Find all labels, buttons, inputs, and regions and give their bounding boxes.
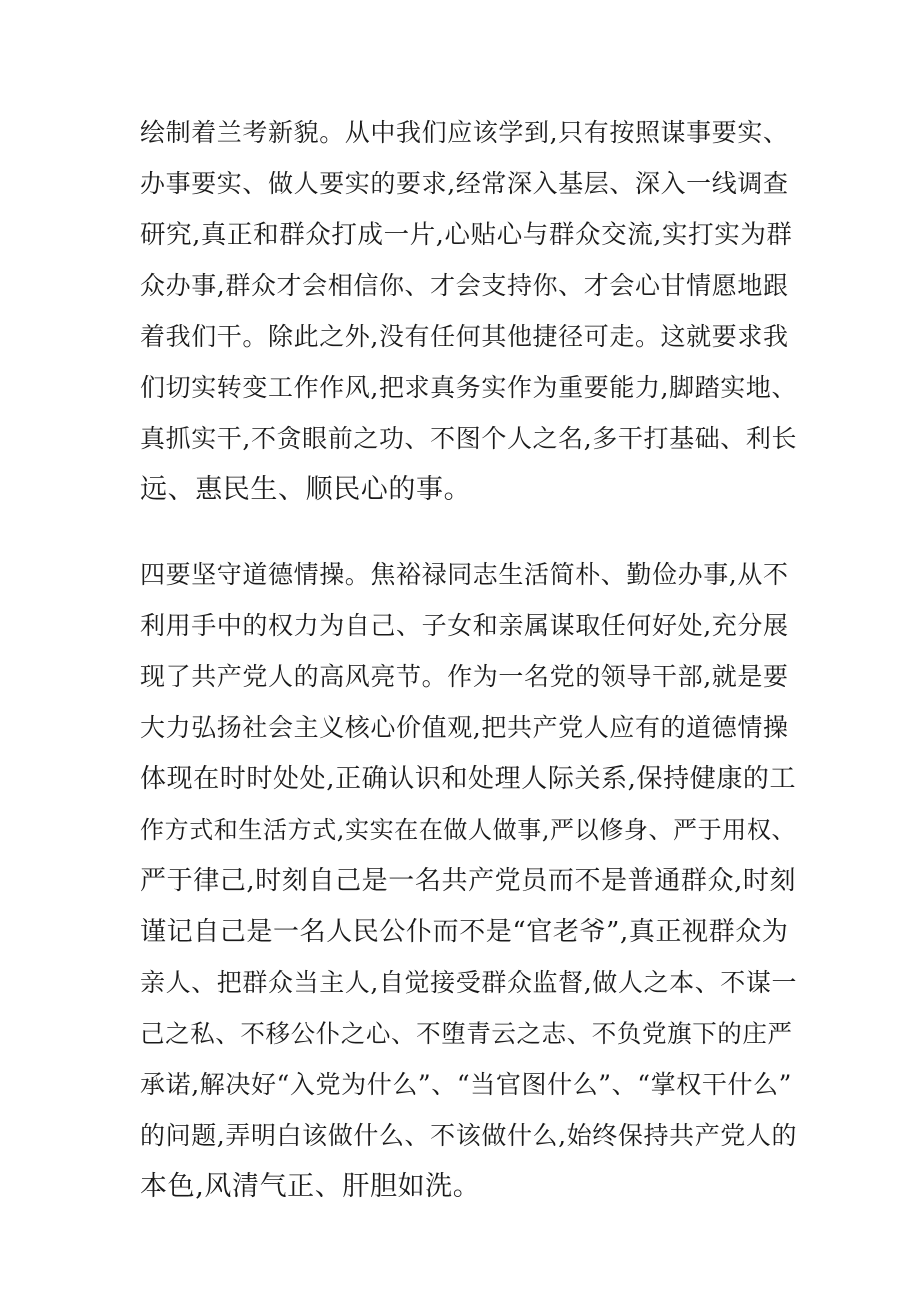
paragraph-line: 本色,风清气正、肝胆如洗。 <box>140 1171 481 1202</box>
paragraph-line: 体现在时时处处,正确认识和处理人际关系,保持健康的工 <box>140 764 797 794</box>
paragraph-line: 亲人、把群众当主人,自觉接受群众监督,做人之本、不谋一 <box>140 968 798 997</box>
paragraph-line: 谨记自己是一名人民公仆而不是“官老爷”,真正视群众为 <box>140 917 789 947</box>
paragraph-line: 的问题,弄明白该做什么、不该做什么,始终保持共产党人的 <box>140 1121 798 1150</box>
paragraph-line: 四要坚守道德情操。焦裕禄同志生活简朴、勤俭办事,从不 <box>140 560 789 589</box>
paragraph-line: 严于律己,时刻自己是一名共产党员而不是普通群众,时刻 <box>140 866 797 896</box>
paragraph-line: 们切实转变工作作风,把求真务实作为重要能力,脚踏实地、 <box>140 373 798 402</box>
paragraph-line: 办事要实、做人要实的要求,经常深入基层、深入一线调查 <box>140 169 789 198</box>
paragraph-line: 承诺,解决好“入党为什么”、“当官图什么”、“掌权干什么” <box>140 1070 793 1099</box>
paragraph-line: 己之私、不移公仆之心、不堕青云之志、不负党旗下的庄严 <box>140 1019 793 1048</box>
paragraph-line: 作方式和生活方式,实实在在做人做事,严以修身、严于用权、 <box>140 816 797 844</box>
paragraph-line: 绘制着兰考新貌。从中我们应该学到,只有按照谋事要实、 <box>140 118 789 147</box>
paragraph-line: 远、惠民生、顺民心的事。 <box>140 474 472 505</box>
paragraph-line: 众办事,群众才会相信你、才会支持你、才会心甘情愿地跟 <box>140 271 789 300</box>
paragraph-line: 着我们干。除此之外,没有任何其他捷径可走。这就要求我 <box>140 322 789 351</box>
paragraph-line: 真抓实干,不贪眼前之功、不图个人之名,多干打基础、利长 <box>140 424 798 453</box>
paragraph-line: 研究,真正和群众打成一片,心贴心与群众交流,实打实为群 <box>140 220 793 250</box>
paragraph-line: 利用手中的权力为自己、子女和亲属谋取任何好处,充分展 <box>140 611 789 640</box>
paragraph-line: 大力弘扬社会主义核心价值观,把共产党人应有的道德情操 <box>140 713 789 742</box>
paragraph-line: 现了共产党人的高风亮节。作为一名党的领导干部,就是要 <box>140 662 789 691</box>
